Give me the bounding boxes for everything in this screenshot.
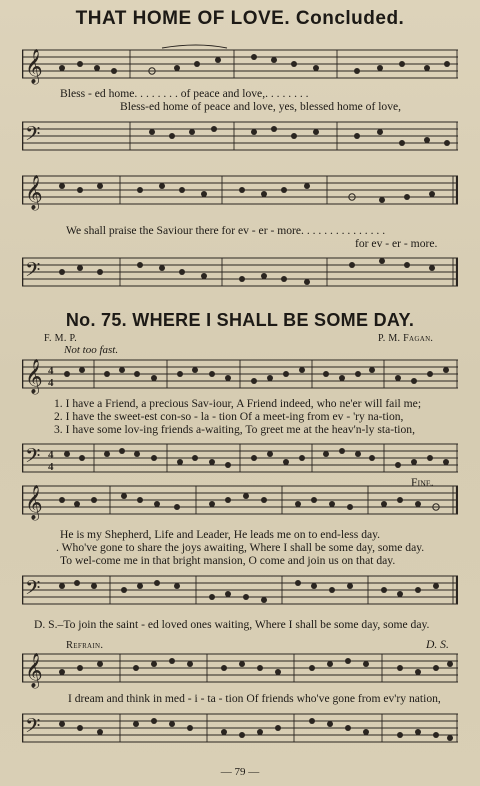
ds-label: D. S. xyxy=(426,638,449,651)
treble-staff-5 xyxy=(22,648,458,690)
tempo-marking: Not too fast. xyxy=(64,344,119,356)
treble-staff-3 xyxy=(22,354,458,396)
svg-text:4: 4 xyxy=(48,449,54,461)
page-number: — 79 — xyxy=(220,766,260,778)
svg-text:𝄢: 𝄢 xyxy=(25,122,41,150)
refrain-lyric: I dream and think in med - i - ta - tion Of friends who've gone from ev'ry nation, xyxy=(68,692,441,705)
svg-text:𝄢: 𝄢 xyxy=(25,576,41,604)
lyric-line: for ev - er - more. xyxy=(355,237,438,250)
bass-staff-1 xyxy=(22,116,458,158)
svg-text:𝄞: 𝄞 xyxy=(25,175,43,210)
da-segno-line: D. S.–To join the saint - ed loved ones waiting, Where I shall be some day, some day. xyxy=(34,618,430,631)
bass-staff-4 xyxy=(22,570,458,612)
composer-credit: P. M. Fagan. xyxy=(378,333,434,344)
treble-staff-4 xyxy=(22,480,458,522)
verse-3: 3. I have some lov-ing friends a-waiting, To greet me at the heav'n-ly sta-tion, xyxy=(54,423,416,436)
treble-staff-2 xyxy=(22,170,458,212)
svg-text:4: 4 xyxy=(48,461,54,473)
svg-text:𝄢: 𝄢 xyxy=(25,714,41,742)
lyric-line: Bless - ed home. . . . . . . . of peace and love,. . . . . . . . xyxy=(60,87,309,100)
continuation-line: To wel-come me in that bright mansion, O come and join us on that day. xyxy=(60,554,396,567)
svg-text:𝄢: 𝄢 xyxy=(25,444,41,472)
svg-text:𝄢: 𝄢 xyxy=(25,258,41,286)
bass-staff-2 xyxy=(22,252,458,294)
fine-marking: Fine. xyxy=(411,476,434,489)
page-title: THAT HOME OF LOVE. Concluded. xyxy=(75,8,405,29)
svg-text:4: 4 xyxy=(48,377,54,389)
verse-1: 1. I have a Friend, a precious Sav-iour, A Friend indeed, who ne'er will fail me; xyxy=(54,397,422,410)
refrain-label: Refrain. xyxy=(66,640,104,651)
continuation-line: . Who've gone to share the joys awaiting, Where I shall be some day, some day. xyxy=(56,541,425,554)
svg-text:𝄞: 𝄞 xyxy=(25,653,43,688)
svg-text:𝄞: 𝄞 xyxy=(25,359,43,394)
bass-staff-5 xyxy=(22,708,458,750)
bass-staff-3 xyxy=(22,438,458,480)
lyricist-credit: F. M. P. xyxy=(44,333,78,344)
hymn-title: No. 75. WHERE I SHALL BE SOME DAY. xyxy=(65,310,415,330)
continuation-line: He is my Shepherd, Life and Leader, He leads me on to end-less day. xyxy=(60,528,381,541)
treble-staff-1 xyxy=(22,44,458,86)
svg-text:𝄞: 𝄞 xyxy=(25,49,43,84)
lyric-line: Bless-ed home of peace and love, yes, blessed home of love, xyxy=(120,100,402,113)
verse-2: 2. I have the sweet-est con-so - la - tion Of a meet-ing from ev - 'ry na-tion, xyxy=(54,410,404,423)
svg-text:4: 4 xyxy=(48,365,54,377)
svg-text:𝄞: 𝄞 xyxy=(25,485,43,520)
lyric-line: We shall praise the Saviour there for ev - er - more. . . . . . . . . . . . . . . xyxy=(66,224,386,237)
